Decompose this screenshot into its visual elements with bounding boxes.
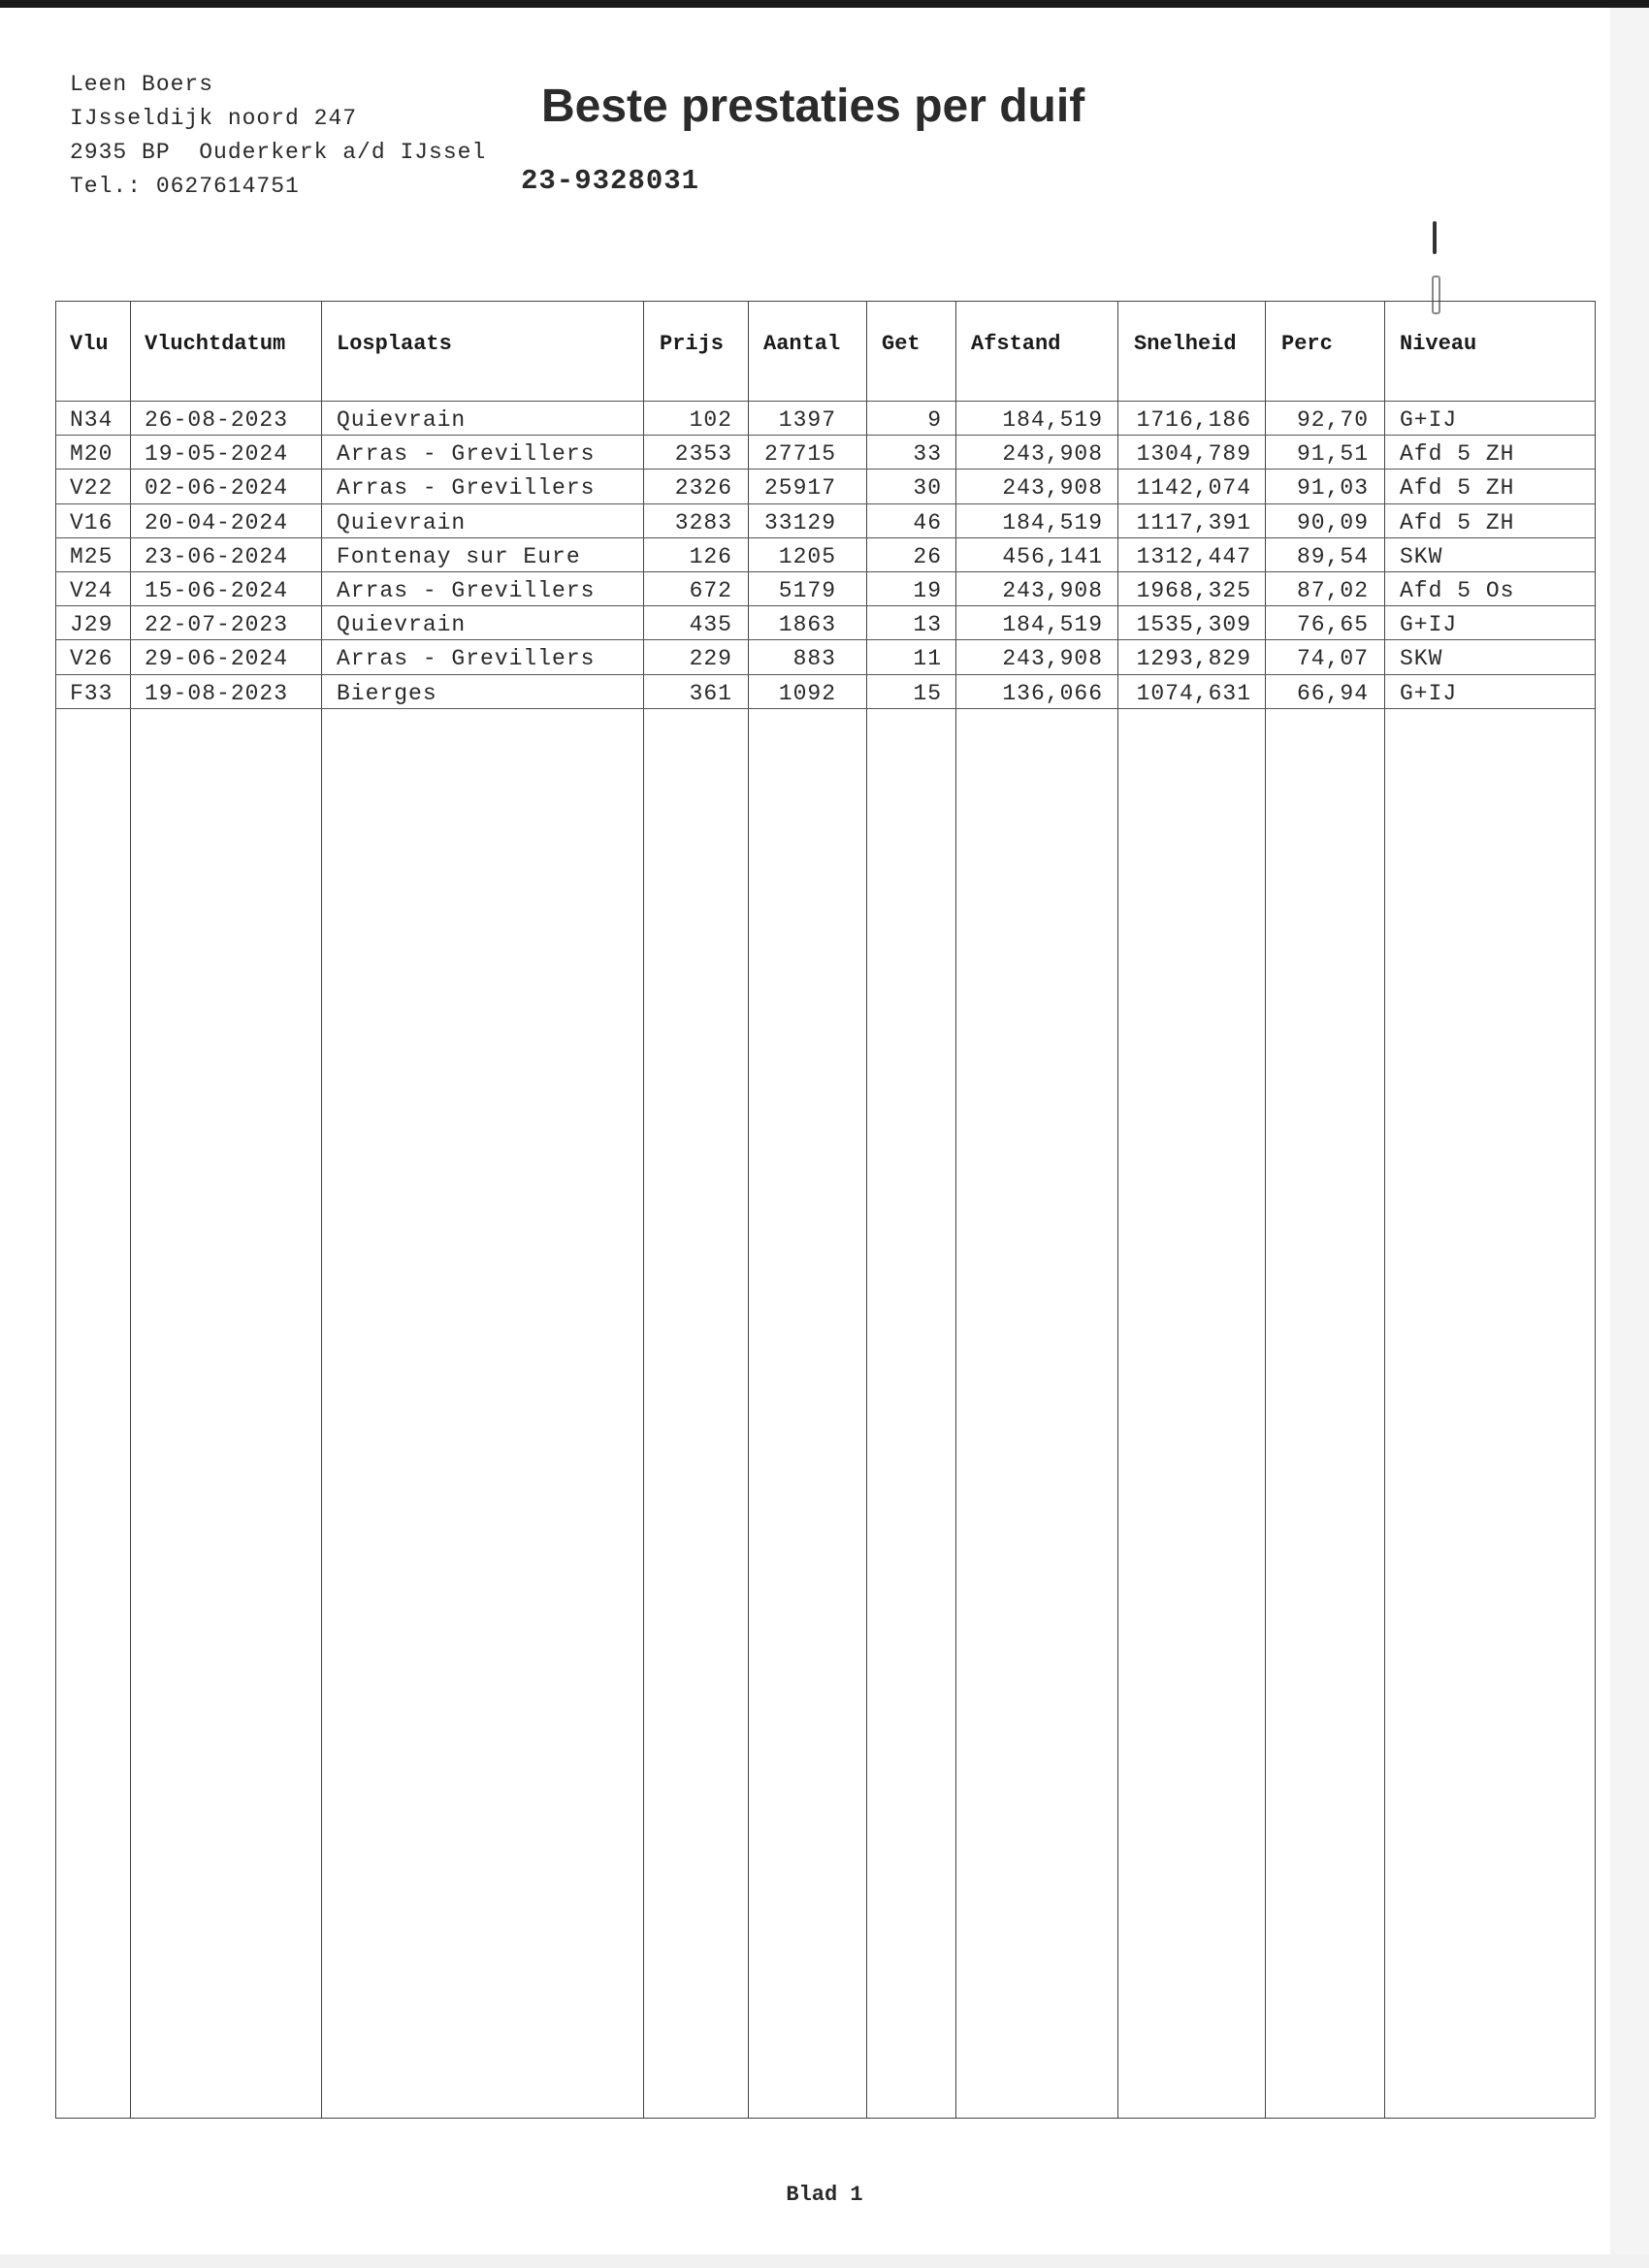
col-header-prijs: Prijs xyxy=(660,332,725,356)
cell-vluchtdatum: 02-06-2024 xyxy=(145,475,289,502)
cell-losplaats: Quievrain xyxy=(337,407,467,433)
cell-vlu: V22 xyxy=(70,475,113,502)
cell-vlu: M20 xyxy=(70,441,113,468)
cell-perc: 92,70 xyxy=(1296,407,1369,433)
sender-name: Leen Boers xyxy=(70,72,214,97)
cell-perc: 90,09 xyxy=(1296,509,1369,535)
table-row xyxy=(0,470,1649,503)
cell-losplaats: Arras - Grevillers xyxy=(337,578,596,603)
cell-vlu: V16 xyxy=(70,509,113,535)
cell-aantal: 27715 xyxy=(763,441,836,468)
cell-aantal: 1397 xyxy=(778,407,836,433)
cell-vlu: V26 xyxy=(70,646,113,672)
cell-snelheid: 1074,631 xyxy=(1136,680,1251,706)
cell-aantal: 1205 xyxy=(778,543,836,569)
table-row xyxy=(0,538,1649,572)
cell-snelheid: 1535,309 xyxy=(1136,612,1251,638)
cell-niveau: G+IJ xyxy=(1400,612,1458,638)
cell-aantal: 25917 xyxy=(763,475,836,502)
cell-snelheid: 1304,789 xyxy=(1136,441,1251,468)
cell-niveau: Afd 5 ZH xyxy=(1400,509,1515,535)
cell-niveau: G+IJ xyxy=(1400,680,1458,706)
cell-aantal: 5179 xyxy=(778,578,836,603)
cell-aantal: 1863 xyxy=(778,612,836,638)
cell-vlu: M25 xyxy=(70,543,113,569)
cell-afstand: 136,066 xyxy=(1002,680,1103,706)
table-row xyxy=(0,504,1649,538)
page-title: Beste prestaties per duif xyxy=(541,81,1085,132)
cell-vluchtdatum: 22-07-2023 xyxy=(145,612,289,638)
cell-vlu: N34 xyxy=(70,407,113,433)
sender-street: IJsseldijk noord 247 xyxy=(70,106,358,131)
cell-get: 33 xyxy=(913,441,942,468)
cell-prijs: 2353 xyxy=(674,441,732,468)
table-row xyxy=(0,402,1649,436)
cell-losplaats: Arras - Grevillers xyxy=(337,475,596,502)
cell-perc: 91,03 xyxy=(1296,475,1369,502)
cell-niveau: Afd 5 ZH xyxy=(1400,475,1515,502)
table-row xyxy=(0,572,1649,606)
cell-perc: 66,94 xyxy=(1296,680,1369,706)
cell-snelheid: 1716,186 xyxy=(1136,407,1251,433)
cell-prijs: 435 xyxy=(689,612,732,638)
page-footer: Blad 1 xyxy=(786,2183,863,2207)
cell-afstand: 243,908 xyxy=(1002,578,1103,603)
table-row xyxy=(0,640,1649,674)
table-row xyxy=(0,606,1649,640)
col-header-aantal: Aantal xyxy=(763,332,841,356)
cell-prijs: 672 xyxy=(689,578,732,603)
cell-snelheid: 1312,447 xyxy=(1136,543,1251,569)
cell-get: 30 xyxy=(913,475,942,502)
cell-afstand: 243,908 xyxy=(1002,441,1103,468)
cell-vlu: V24 xyxy=(70,578,113,603)
cell-afstand: 456,141 xyxy=(1002,543,1103,569)
pigeon-number: 23-9328031 xyxy=(521,165,700,197)
cell-get: 13 xyxy=(913,612,942,638)
cell-snelheid: 1968,325 xyxy=(1136,578,1251,603)
cell-perc: 76,65 xyxy=(1296,612,1369,638)
col-header-snelheid: Snelheid xyxy=(1134,332,1237,356)
cell-vluchtdatum: 19-08-2023 xyxy=(145,680,289,706)
cell-losplaats: Arras - Grevillers xyxy=(337,646,596,672)
cell-vluchtdatum: 15-06-2024 xyxy=(145,578,289,603)
cell-prijs: 102 xyxy=(689,407,732,433)
cell-perc: 91,51 xyxy=(1296,441,1369,468)
cell-niveau: SKW xyxy=(1400,646,1443,672)
sender-city: 2935 BP Ouderkerk a/d IJssel xyxy=(70,140,487,165)
cell-niveau: Afd 5 ZH xyxy=(1400,441,1515,468)
cell-vlu: J29 xyxy=(70,612,113,638)
cell-vluchtdatum: 23-06-2024 xyxy=(145,543,289,569)
cell-vluchtdatum: 19-05-2024 xyxy=(145,441,289,468)
staple-mark xyxy=(1433,221,1437,254)
cell-perc: 87,02 xyxy=(1296,578,1369,603)
cell-afstand: 184,519 xyxy=(1002,509,1103,535)
cell-prijs: 2326 xyxy=(674,475,732,502)
col-header-vlu: Vlu xyxy=(70,332,109,356)
cell-aantal: 1092 xyxy=(778,680,836,706)
cell-niveau: G+IJ xyxy=(1400,407,1458,433)
cell-perc: 74,07 xyxy=(1296,646,1369,672)
table-row xyxy=(0,675,1649,709)
cell-niveau: SKW xyxy=(1400,543,1443,569)
cell-vluchtdatum: 20-04-2024 xyxy=(145,509,289,535)
cell-get: 15 xyxy=(913,680,942,706)
cell-get: 11 xyxy=(913,646,942,672)
cell-afstand: 243,908 xyxy=(1002,475,1103,502)
cell-get: 46 xyxy=(913,509,942,535)
cell-afstand: 184,519 xyxy=(1002,407,1103,433)
col-header-perc: Perc xyxy=(1281,332,1333,356)
cell-vluchtdatum: 26-08-2023 xyxy=(145,407,289,433)
cell-afstand: 184,519 xyxy=(1002,612,1103,638)
scan-top-edge xyxy=(0,0,1649,8)
col-header-losplaats: Losplaats xyxy=(337,332,452,356)
sender-address xyxy=(70,68,486,204)
col-header-afstand: Afstand xyxy=(971,332,1061,356)
col-header-niveau: Niveau xyxy=(1400,332,1477,356)
scan-right-edge xyxy=(1610,8,1649,2268)
cell-losplaats: Quievrain xyxy=(337,612,467,638)
cell-get: 19 xyxy=(913,578,942,603)
cell-snelheid: 1117,391 xyxy=(1136,509,1251,535)
cell-prijs: 361 xyxy=(689,680,732,706)
cell-vluchtdatum: 29-06-2024 xyxy=(145,646,289,672)
sender-phone: Tel.: 0627614751 xyxy=(70,174,300,199)
cell-losplaats: Bierges xyxy=(337,680,437,706)
col-header-vluchtdatum: Vluchtdatum xyxy=(145,332,286,356)
cell-prijs: 229 xyxy=(689,646,732,672)
cell-aantal: 883 xyxy=(792,646,836,672)
cell-losplaats: Quievrain xyxy=(337,509,467,535)
scan-bottom-edge xyxy=(0,2254,1649,2268)
row-divider xyxy=(55,708,1595,709)
cell-snelheid: 1293,829 xyxy=(1136,646,1251,672)
cell-prijs: 3283 xyxy=(674,509,732,535)
cell-get: 9 xyxy=(927,407,942,433)
cell-losplaats: Fontenay sur Eure xyxy=(337,543,581,569)
cell-afstand: 243,908 xyxy=(1002,646,1103,672)
cell-get: 26 xyxy=(913,543,942,569)
cell-losplaats: Arras - Grevillers xyxy=(337,441,596,468)
cell-snelheid: 1142,074 xyxy=(1136,475,1251,502)
table-row xyxy=(0,436,1649,470)
col-header-get: Get xyxy=(882,332,921,356)
cell-niveau: Afd 5 Os xyxy=(1400,578,1515,603)
cell-vlu: F33 xyxy=(70,680,113,706)
cell-perc: 89,54 xyxy=(1296,543,1369,569)
cell-prijs: 126 xyxy=(689,543,732,569)
cell-aantal: 33129 xyxy=(763,509,836,535)
